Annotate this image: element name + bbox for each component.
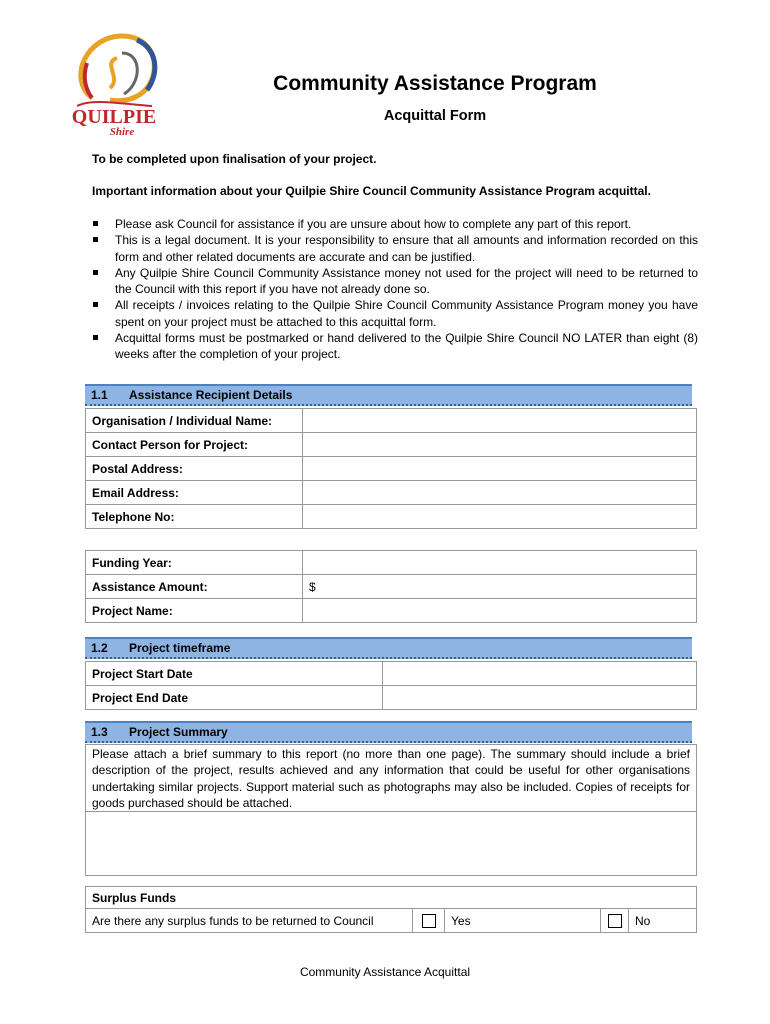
table-row [86, 551, 697, 575]
funding-year-input[interactable] [303, 551, 697, 575]
section-number: 1.1 [91, 388, 108, 402]
bullet-item: Acquittal forms must be postmarked or hand delivered to the Quilpie Shire Council NO LATER than eight (8) weeks after the completion of your project. [92, 330, 698, 363]
project-name-input[interactable] [303, 599, 697, 623]
field-label: Organisation / Individual Name: [86, 409, 303, 433]
field-label: Project Start Date [86, 662, 383, 686]
table-row [86, 575, 697, 599]
no-checkbox-cell[interactable] [601, 909, 629, 933]
section-header-1-1 [85, 384, 692, 406]
field-label: Telephone No: [86, 505, 303, 529]
surplus-title: Surplus Funds [86, 887, 697, 909]
telephone-input[interactable] [303, 505, 697, 529]
svg-text:QUILPIE: QUILPIE [71, 106, 157, 128]
no-label: No [629, 909, 697, 933]
end-date-input[interactable] [383, 686, 697, 710]
summary-instructions: Please attach a brief summary to this report (no more than one page). The summary should include a brief description of the project, results achieved and any information that could be useful for other organisations undertaking similar projects. Support material such as photographs may also be included. Copies of receipts for goods purchased should be attached. [86, 745, 697, 812]
currency-symbol: $ [309, 579, 316, 594]
field-label: Postal Address: [86, 457, 303, 481]
surplus-question: Are there any surplus funds to be returned to Council [86, 909, 413, 933]
field-label: Assistance Amount: [86, 575, 303, 599]
page-title: Community Assistance Program [273, 72, 597, 95]
page-subtitle: Acquittal Form [383, 108, 487, 124]
important-heading: Important information about your Quilpie Shire Council Community Assistance Program acquittal. [92, 184, 651, 198]
summary-table [85, 744, 697, 876]
svg-text:Shire: Shire [109, 126, 135, 138]
contact-person-input[interactable] [303, 433, 697, 457]
section-header-1-3 [85, 721, 692, 743]
bullet-item: Any Quilpie Shire Council Community Assistance money not used for the project will need to be returned to the Council with this report if you have not already done so. [92, 265, 698, 298]
field-label: Project Name: [86, 599, 303, 623]
section-header-1-2 [85, 637, 692, 659]
table-row [86, 599, 697, 623]
section-number: 1.2 [91, 641, 108, 655]
bullet-item: This is a legal document. It is your responsibility to ensure that all amounts and information recorded on this form and other related documents are accurate and can be justified. [92, 232, 698, 265]
recipient-details-table [85, 408, 697, 529]
yes-label: Yes [445, 909, 601, 933]
table-row [86, 457, 697, 481]
table-row [86, 909, 697, 933]
table-row [86, 481, 697, 505]
field-label: Contact Person for Project: [86, 433, 303, 457]
field-label: Project End Date [86, 686, 383, 710]
field-label: Funding Year: [86, 551, 303, 575]
no-checkbox[interactable] [608, 914, 622, 928]
intro-line: To be completed upon finalisation of your project. [92, 152, 377, 166]
section-title: Assistance Recipient Details [129, 388, 293, 402]
yes-checkbox[interactable] [422, 914, 436, 928]
email-input[interactable] [303, 481, 697, 505]
bullet-item: Please ask Council for assistance if you are unsure about how to complete any part of this report. [92, 216, 698, 232]
assistance-amount-input[interactable] [303, 575, 697, 599]
bullet-item: All receipts / invoices relating to the Quilpie Shire Council Community Assistance Program money you have spent on your project must be attached to this acquittal form. [92, 297, 698, 330]
table-row [86, 887, 697, 909]
section-number: 1.3 [91, 725, 108, 739]
surplus-funds-table [85, 886, 697, 933]
page-footer: Community Assistance Acquittal [299, 965, 471, 979]
table-row [86, 433, 697, 457]
start-date-input[interactable] [383, 662, 697, 686]
yes-checkbox-cell[interactable] [413, 909, 445, 933]
postal-address-input[interactable] [303, 457, 697, 481]
quilpie-shire-logo [62, 28, 172, 138]
info-bullets [92, 216, 698, 363]
table-row [86, 686, 697, 710]
summary-input[interactable] [86, 812, 697, 876]
table-row [86, 505, 697, 529]
field-label: Email Address: [86, 481, 303, 505]
timeframe-table [85, 661, 697, 710]
section-title: Project Summary [129, 725, 228, 739]
section-title: Project timeframe [129, 641, 231, 655]
table-row [86, 409, 697, 433]
organisation-input[interactable] [303, 409, 697, 433]
funding-table [85, 550, 697, 623]
table-row [86, 662, 697, 686]
